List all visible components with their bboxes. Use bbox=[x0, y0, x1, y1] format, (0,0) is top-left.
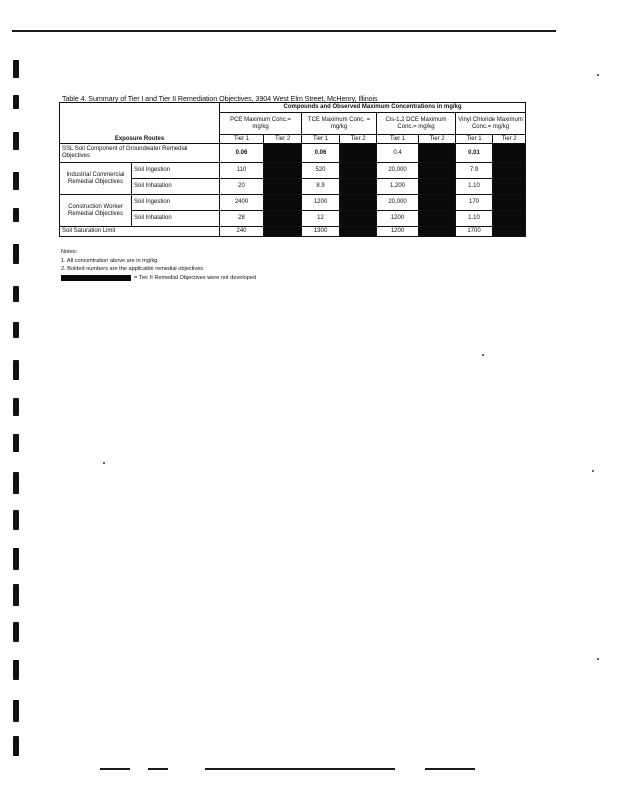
notes-heading: Notes: bbox=[61, 249, 78, 255]
construction-inhalation-tce: 12 bbox=[302, 211, 340, 227]
tier2-not-developed bbox=[264, 163, 302, 179]
tier2-not-developed bbox=[493, 195, 526, 211]
scan-speck bbox=[482, 354, 484, 356]
punch-mark bbox=[13, 208, 19, 222]
legend-row bbox=[61, 274, 361, 283]
punch-mark bbox=[13, 244, 19, 264]
industrial-route-ingestion: Soil Ingestion bbox=[132, 163, 220, 179]
bottom-rule-4 bbox=[425, 768, 475, 770]
saturation-vinyl-chloride: 1700 bbox=[456, 227, 493, 237]
tier2-not-developed bbox=[264, 179, 302, 195]
construction-route-inhalation: Soil Inhalation bbox=[132, 211, 220, 227]
tier-2-header: Tier 2 bbox=[419, 135, 456, 144]
tier-1-header: Tier 1 bbox=[456, 135, 493, 144]
construction-ingestion-vinyl-chloride: 170 bbox=[456, 195, 493, 211]
ssl-value-cis-dce: 0.4 bbox=[377, 144, 419, 163]
punch-mark bbox=[13, 660, 19, 680]
tier2-not-developed bbox=[340, 144, 377, 163]
punch-mark bbox=[13, 286, 19, 302]
tier2-not-developed bbox=[419, 195, 456, 211]
construction-ingestion-tce: 1200 bbox=[302, 195, 340, 211]
tier2-not-developed bbox=[419, 227, 456, 237]
table-title: Table 4. Summary of Tier I and Tier II Remediation Objectives, 3904 West Elm Street, McHenry, Illinois bbox=[62, 94, 378, 103]
scan-speck bbox=[597, 658, 599, 660]
compound-header-pce: PCE Maximum Conc.= mg/kg bbox=[220, 113, 302, 135]
tier-2-header: Tier 2 bbox=[264, 135, 302, 144]
tier-1-header: Tier 1 bbox=[220, 135, 264, 144]
tier2-not-developed bbox=[264, 195, 302, 211]
tier2-not-developed bbox=[493, 163, 526, 179]
bottom-rule-2 bbox=[148, 768, 168, 770]
industrial-ingestion-cis-dce: 20,000 bbox=[377, 163, 419, 179]
tier2-not-developed bbox=[493, 227, 526, 237]
tier2-not-developed bbox=[419, 179, 456, 195]
construction-inhalation-cis-dce: 1200 bbox=[377, 211, 419, 227]
note-item: 2. Bolded numbers are the applicable remedial objectives bbox=[61, 266, 204, 272]
compound-header-vinyl-chloride: Vinyl Chloride Maximum Conc.= mg/kg bbox=[456, 113, 526, 135]
industrial-inhalation-cis-dce: 1,200 bbox=[377, 179, 419, 195]
industrial-ingestion-tce: 520 bbox=[302, 163, 340, 179]
punch-mark bbox=[13, 548, 19, 570]
scan-speck bbox=[592, 470, 594, 472]
punch-mark bbox=[13, 736, 19, 756]
tier2-not-developed bbox=[264, 227, 302, 237]
industrial-ingestion-pce: 110 bbox=[220, 163, 264, 179]
tier2-not-developed bbox=[340, 195, 377, 211]
punch-mark bbox=[13, 322, 19, 338]
punch-mark bbox=[13, 510, 19, 530]
ssl-value-tce: 0.06 bbox=[302, 144, 340, 163]
tier-2-header: Tier 2 bbox=[340, 135, 377, 144]
tier2-not-developed bbox=[493, 211, 526, 227]
legend-text: = Tier II Remedial Objectives were not developed bbox=[134, 274, 257, 281]
tier2-not-developed bbox=[493, 179, 526, 195]
punch-mark bbox=[13, 622, 19, 642]
construction-inhalation-pce: 28 bbox=[220, 211, 264, 227]
bottom-rule-3 bbox=[205, 768, 395, 770]
exposure-routes-header: Exposure Routes bbox=[60, 103, 220, 144]
compound-header-cis-dce: Cis-1,2 DCE Maximum Conc.= mg/kg bbox=[377, 113, 456, 135]
tier2-not-developed bbox=[419, 163, 456, 179]
punch-mark bbox=[13, 472, 19, 494]
punch-mark bbox=[13, 360, 19, 380]
saturation-cis-dce: 1200 bbox=[377, 227, 419, 237]
construction-group-label: Construction Worker Remedial Objectives bbox=[60, 195, 132, 227]
tier-2-header: Tier 2 bbox=[493, 135, 526, 144]
tier2-not-developed bbox=[264, 211, 302, 227]
ssl-value-vinyl-chloride: 0.01 bbox=[456, 144, 493, 163]
industrial-inhalation-vinyl-chloride: 1.10 bbox=[456, 179, 493, 195]
tier-1-header: Tier 1 bbox=[377, 135, 419, 144]
saturation-limit-label: Soil Saturation Limit bbox=[60, 227, 220, 237]
industrial-inhalation-tce: 8.9 bbox=[302, 179, 340, 195]
tier2-not-developed bbox=[264, 144, 302, 163]
compound-header-tce: TCE Maximum Conc. = mg/kg bbox=[302, 113, 377, 135]
tier2-not-developed bbox=[340, 163, 377, 179]
tier2-not-developed bbox=[340, 227, 377, 237]
construction-route-ingestion: Soil Ingestion bbox=[132, 195, 220, 211]
tier2-not-developed bbox=[340, 179, 377, 195]
scan-speck bbox=[597, 74, 599, 76]
punch-mark bbox=[13, 132, 19, 150]
industrial-inhalation-pce: 20 bbox=[220, 179, 264, 195]
punch-mark bbox=[13, 434, 19, 452]
tier2-not-developed bbox=[419, 211, 456, 227]
tier2-not-developed bbox=[419, 144, 456, 163]
industrial-ingestion-vinyl-chloride: 7.9 bbox=[456, 163, 493, 179]
ssl-route-label: SSL Soil Component of Groundwater Remedial Objectives bbox=[60, 144, 220, 163]
construction-ingestion-pce: 2400 bbox=[220, 195, 264, 211]
construction-ingestion-cis-dce: 20,000 bbox=[377, 195, 419, 211]
punch-mark bbox=[13, 172, 19, 190]
industrial-group-label: Industrial Commercial Remedial Objectives bbox=[60, 163, 132, 195]
tier2-not-developed bbox=[493, 144, 526, 163]
punch-mark bbox=[13, 700, 19, 722]
bottom-rule-1 bbox=[100, 768, 130, 770]
legend-black-swatch bbox=[61, 275, 131, 281]
construction-inhalation-vinyl-chloride: 1.10 bbox=[456, 211, 493, 227]
remediation-objectives-table bbox=[59, 102, 526, 237]
saturation-tce: 1300 bbox=[302, 227, 340, 237]
punch-mark bbox=[13, 60, 19, 78]
punch-mark bbox=[13, 95, 19, 109]
punch-mark bbox=[13, 584, 19, 606]
tier2-not-developed bbox=[340, 211, 377, 227]
tier-1-header: Tier 1 bbox=[302, 135, 340, 144]
notes-section bbox=[61, 248, 361, 282]
note-item: 1. All concentration above are in mg/kg bbox=[61, 257, 158, 264]
ssl-value-pce: 0.06 bbox=[220, 144, 264, 163]
saturation-pce: 240 bbox=[220, 227, 264, 237]
compounds-super-header: Compounds and Observed Maximum Concentrations in mg/kg bbox=[220, 103, 526, 113]
scan-speck bbox=[103, 462, 105, 464]
punch-mark bbox=[13, 398, 19, 416]
industrial-route-inhalation: Soil Inhalation bbox=[132, 179, 220, 195]
top-rule bbox=[12, 30, 556, 32]
